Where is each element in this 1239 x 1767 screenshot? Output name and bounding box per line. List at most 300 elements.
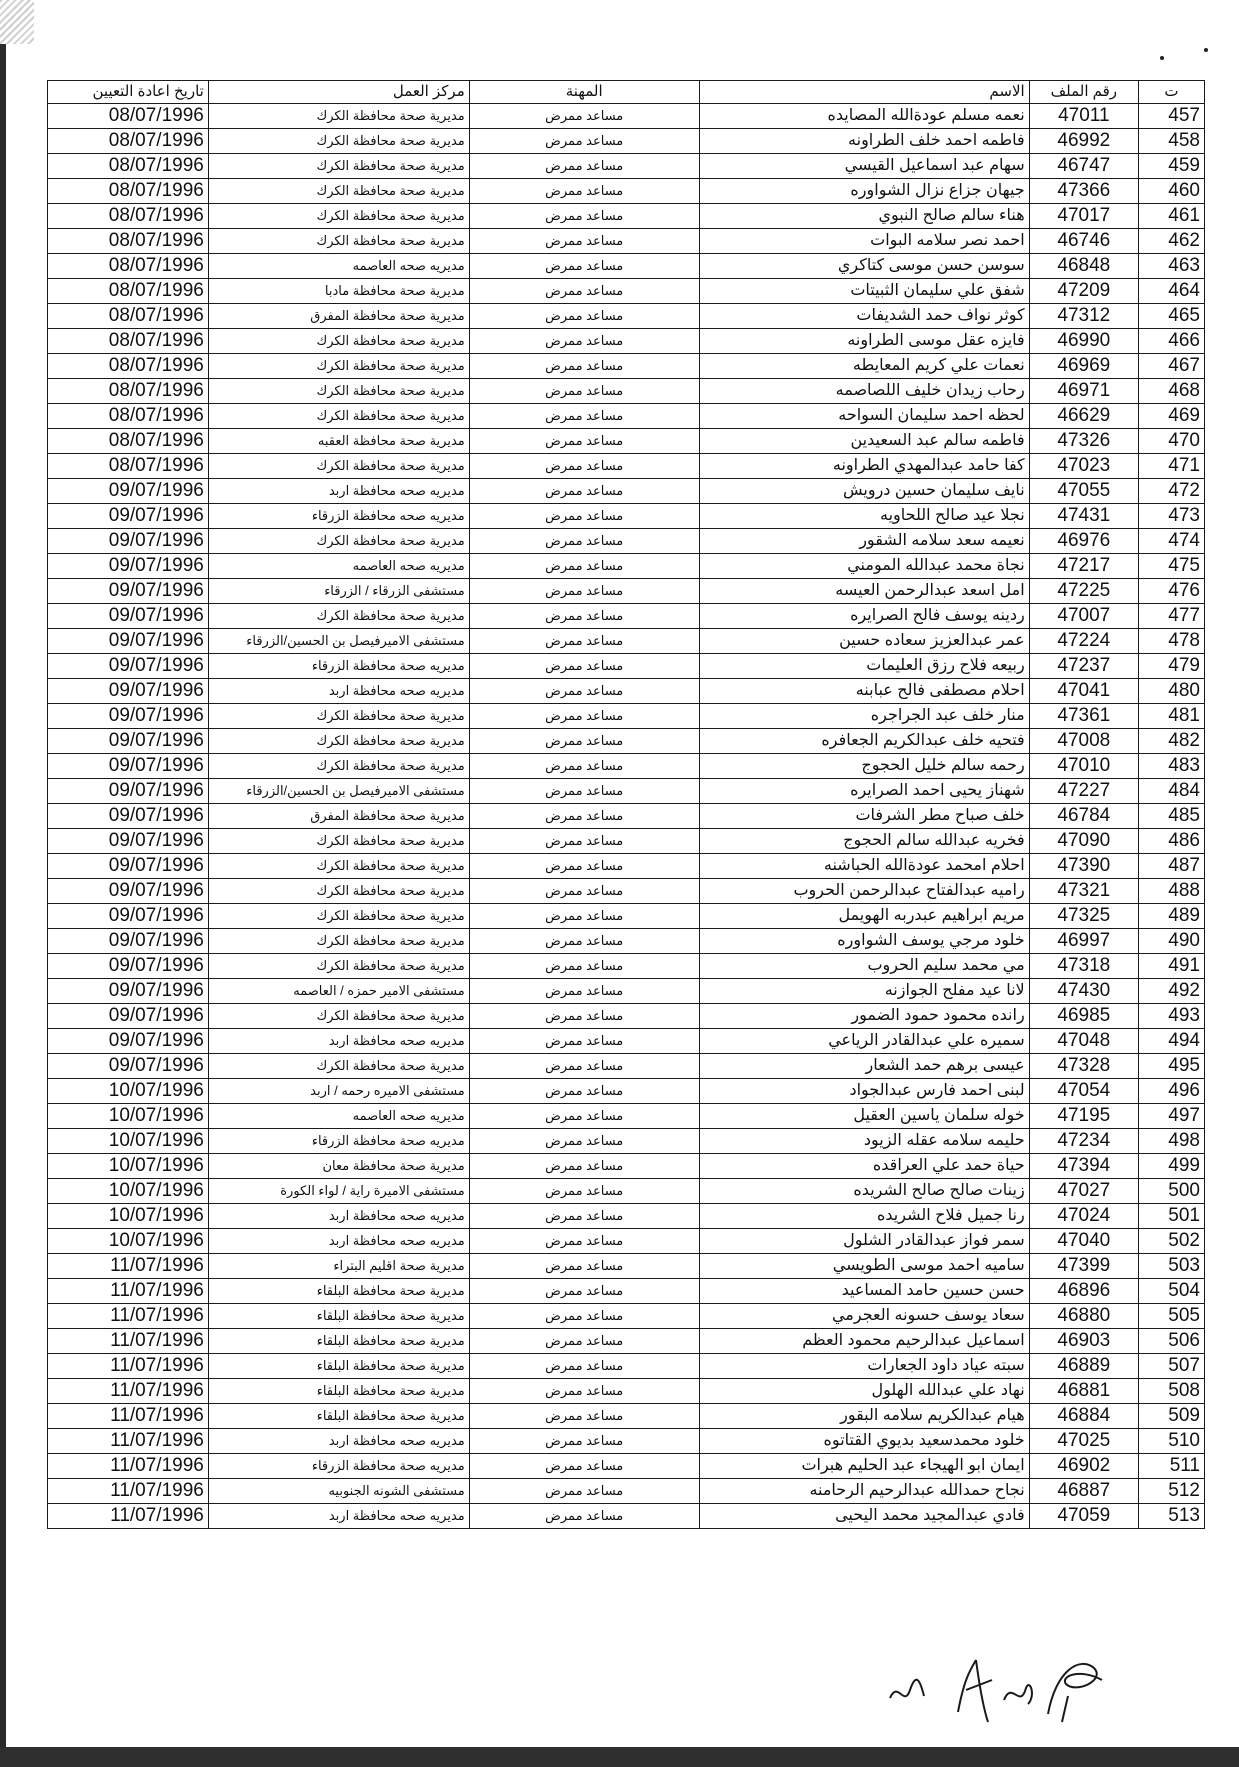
cell-sequence: 505 — [1138, 1304, 1204, 1329]
cell-work-center: مديرية صحة محافظة مادبا — [208, 279, 469, 304]
cell-file-number: 46990 — [1029, 329, 1138, 354]
cell-name: سمر فواز عبدالقادر الشلول — [699, 1229, 1029, 1254]
cell-profession: مساعد ممرض — [469, 1354, 699, 1379]
signature-stroke — [1004, 1685, 1032, 1704]
cell-name: رانده محمود حمود الضمور — [699, 1004, 1029, 1029]
signature-stroke — [890, 1680, 924, 1698]
speck-mark — [1204, 48, 1208, 52]
cell-work-center: مديرية صحة محافظة الكرك — [208, 154, 469, 179]
cell-work-center: مديرية صحة محافظة معان — [208, 1154, 469, 1179]
cell-work-center: مديرية صحة محافظة الكرك — [208, 379, 469, 404]
cell-file-number: 47008 — [1029, 729, 1138, 754]
cell-name: كفا حامد عبدالمهدي الطراونه — [699, 454, 1029, 479]
cell-sequence: 491 — [1138, 954, 1204, 979]
cell-file-number: 46746 — [1029, 229, 1138, 254]
cell-sequence: 481 — [1138, 704, 1204, 729]
cell-work-center: مديريه صحه محافظة الزرقاء — [208, 504, 469, 529]
header-reappointment-date: تاريخ اعادة التعيين — [48, 81, 209, 104]
cell-profession: مساعد ممرض — [469, 204, 699, 229]
cell-reappointment-date: 11/07/1996 — [48, 1454, 209, 1479]
cell-name: هيام عبدالكريم سلامه البقور — [699, 1404, 1029, 1429]
cell-reappointment-date: 08/07/1996 — [48, 404, 209, 429]
cell-sequence: 493 — [1138, 1004, 1204, 1029]
cell-sequence: 498 — [1138, 1129, 1204, 1154]
cell-name: نعيمه سعد سلامه الشقور — [699, 529, 1029, 554]
table-row — [48, 754, 1205, 779]
scan-edge-bottom — [0, 1747, 1239, 1767]
cell-profession: مساعد ممرض — [469, 679, 699, 704]
table-row — [48, 229, 1205, 254]
cell-sequence: 489 — [1138, 904, 1204, 929]
cell-sequence: 483 — [1138, 754, 1204, 779]
cell-sequence: 503 — [1138, 1254, 1204, 1279]
cell-file-number: 47318 — [1029, 954, 1138, 979]
cell-name: رحمه سالم خليل الحجوج — [699, 754, 1029, 779]
cell-profession: مساعد ممرض — [469, 929, 699, 954]
cell-reappointment-date: 09/07/1996 — [48, 529, 209, 554]
cell-profession: مساعد ممرض — [469, 854, 699, 879]
cell-profession: مساعد ممرض — [469, 804, 699, 829]
cell-reappointment-date: 08/07/1996 — [48, 154, 209, 179]
cell-file-number: 47325 — [1029, 904, 1138, 929]
cell-work-center: مديرية صحة محافظة الكرك — [208, 204, 469, 229]
cell-work-center: مديريه صحه محافظة اربد — [208, 1504, 469, 1529]
cell-sequence: 494 — [1138, 1029, 1204, 1054]
cell-sequence: 509 — [1138, 1404, 1204, 1429]
cell-sequence: 472 — [1138, 479, 1204, 504]
cell-profession: مساعد ممرض — [469, 1129, 699, 1154]
cell-reappointment-date: 09/07/1996 — [48, 1054, 209, 1079]
cell-file-number: 46887 — [1029, 1479, 1138, 1504]
cell-reappointment-date: 09/07/1996 — [48, 779, 209, 804]
cell-sequence: 476 — [1138, 579, 1204, 604]
cell-name: خوله سلمان ياسين العقيل — [699, 1104, 1029, 1129]
cell-profession: مساعد ممرض — [469, 879, 699, 904]
table-row — [48, 1479, 1205, 1504]
cell-sequence: 488 — [1138, 879, 1204, 904]
cell-name: زينات صالح صالح الشريده — [699, 1179, 1029, 1204]
table-row — [48, 1354, 1205, 1379]
cell-file-number: 47394 — [1029, 1154, 1138, 1179]
table-row — [48, 829, 1205, 854]
cell-reappointment-date: 09/07/1996 — [48, 929, 209, 954]
cell-work-center: مديرية صحة محافظة الكرك — [208, 329, 469, 354]
table-header-row — [48, 81, 1205, 104]
cell-sequence: 499 — [1138, 1154, 1204, 1179]
table-row — [48, 329, 1205, 354]
table-row — [48, 179, 1205, 204]
cell-profession: مساعد ممرض — [469, 404, 699, 429]
cell-name: رحاب زيدان خليف اللصاصمه — [699, 379, 1029, 404]
table-row — [48, 504, 1205, 529]
scan-edge-left — [0, 0, 6, 1767]
cell-reappointment-date: 10/07/1996 — [48, 1204, 209, 1229]
cell-profession: مساعد ممرض — [469, 179, 699, 204]
cell-profession: مساعد ممرض — [469, 329, 699, 354]
cell-reappointment-date: 10/07/1996 — [48, 1079, 209, 1104]
cell-name: اسماعيل عبدالرحيم محمود العظم — [699, 1329, 1029, 1354]
cell-work-center: مديرية صحة محافظة الكرك — [208, 904, 469, 929]
cell-work-center: مديريه صحه محافظة اربد — [208, 479, 469, 504]
cell-file-number: 47024 — [1029, 1204, 1138, 1229]
cell-reappointment-date: 09/07/1996 — [48, 804, 209, 829]
table-row — [48, 254, 1205, 279]
cell-work-center: مديرية صحة محافظة الكرك — [208, 1054, 469, 1079]
cell-file-number: 47217 — [1029, 554, 1138, 579]
cell-sequence: 497 — [1138, 1104, 1204, 1129]
table-row — [48, 804, 1205, 829]
speck-mark — [1160, 56, 1164, 60]
cell-sequence: 478 — [1138, 629, 1204, 654]
cell-sequence: 461 — [1138, 204, 1204, 229]
cell-reappointment-date: 11/07/1996 — [48, 1479, 209, 1504]
cell-file-number: 46903 — [1029, 1329, 1138, 1354]
cell-file-number: 47227 — [1029, 779, 1138, 804]
cell-sequence: 465 — [1138, 304, 1204, 329]
cell-reappointment-date: 11/07/1996 — [48, 1254, 209, 1279]
cell-reappointment-date: 09/07/1996 — [48, 754, 209, 779]
cell-profession: مساعد ممرض — [469, 104, 699, 129]
cell-reappointment-date: 11/07/1996 — [48, 1304, 209, 1329]
cell-file-number: 46880 — [1029, 1304, 1138, 1329]
cell-sequence: 470 — [1138, 429, 1204, 454]
cell-work-center: مستشفى الشونه الجنوبيه — [208, 1479, 469, 1504]
cell-work-center: مديرية صحة محافظة البلقاء — [208, 1354, 469, 1379]
cell-profession: مساعد ممرض — [469, 1304, 699, 1329]
table-row — [48, 979, 1205, 1004]
cell-file-number: 47390 — [1029, 854, 1138, 879]
cell-sequence: 501 — [1138, 1204, 1204, 1229]
table-row — [48, 154, 1205, 179]
cell-name: سعاد يوسف حسونه العجرمي — [699, 1304, 1029, 1329]
cell-name: جيهان جزاع نزال الشواوره — [699, 179, 1029, 204]
cell-work-center: مديرية صحة محافظة البلقاء — [208, 1379, 469, 1404]
cell-reappointment-date: 08/07/1996 — [48, 129, 209, 154]
cell-profession: مساعد ممرض — [469, 1154, 699, 1179]
cell-sequence: 464 — [1138, 279, 1204, 304]
cell-profession: مساعد ممرض — [469, 654, 699, 679]
cell-file-number: 47027 — [1029, 1179, 1138, 1204]
cell-work-center: مديرية صحة محافظة العقبه — [208, 429, 469, 454]
cell-profession: مساعد ممرض — [469, 1004, 699, 1029]
table-row — [48, 1379, 1205, 1404]
table-row — [48, 454, 1205, 479]
table-row — [48, 1104, 1205, 1129]
cell-reappointment-date: 11/07/1996 — [48, 1379, 209, 1404]
cell-sequence: 460 — [1138, 179, 1204, 204]
cell-name: ساميه احمد موسى الطويسي — [699, 1254, 1029, 1279]
cell-work-center: مديرية صحة محافظة البلقاء — [208, 1329, 469, 1354]
cell-file-number: 46629 — [1029, 404, 1138, 429]
cell-sequence: 457 — [1138, 104, 1204, 129]
cell-profession: مساعد ممرض — [469, 579, 699, 604]
cell-work-center: مديرية صحة محافظة البلقاء — [208, 1404, 469, 1429]
cell-file-number: 47321 — [1029, 879, 1138, 904]
cell-work-center: مديرية صحة محافظة المفرق — [208, 304, 469, 329]
cell-name: فخريه عبدالله سالم الحجوج — [699, 829, 1029, 854]
cell-file-number: 47209 — [1029, 279, 1138, 304]
cell-profession: مساعد ممرض — [469, 1029, 699, 1054]
cell-reappointment-date: 08/07/1996 — [48, 279, 209, 304]
cell-file-number: 47025 — [1029, 1429, 1138, 1454]
cell-profession: مساعد ممرض — [469, 954, 699, 979]
cell-reappointment-date: 09/07/1996 — [48, 654, 209, 679]
cell-work-center: مديرية صحة محافظة الكرك — [208, 454, 469, 479]
cell-work-center: مديرية صحة محافظة المفرق — [208, 804, 469, 829]
cell-name: نعمه مسلم عودةالله المصايده — [699, 104, 1029, 129]
cell-sequence: 496 — [1138, 1079, 1204, 1104]
cell-work-center: مديرية صحة محافظة الكرك — [208, 1004, 469, 1029]
cell-work-center: مديرية صحة محافظة البلقاء — [208, 1304, 469, 1329]
cell-profession: مساعد ممرض — [469, 1504, 699, 1529]
table-row — [48, 404, 1205, 429]
table-row — [48, 379, 1205, 404]
cell-name: احلام امحمد عودةالله الحباشنه — [699, 854, 1029, 879]
cell-profession: مساعد ممرض — [469, 354, 699, 379]
cell-work-center: مستشفى الزرقاء / الزرقاء — [208, 579, 469, 604]
cell-file-number: 46902 — [1029, 1454, 1138, 1479]
cell-reappointment-date: 09/07/1996 — [48, 729, 209, 754]
cell-name: مريم ابراهيم عبدربه الهويمل — [699, 904, 1029, 929]
cell-work-center: مديريه صحة محافظة الزرقاء — [208, 1129, 469, 1154]
cell-profession: مساعد ممرض — [469, 1229, 699, 1254]
header-work-center: مركز العمل — [208, 81, 469, 104]
cell-name: نعمات علي كريم المعايطه — [699, 354, 1029, 379]
cell-reappointment-date: 08/07/1996 — [48, 329, 209, 354]
cell-sequence: 463 — [1138, 254, 1204, 279]
cell-reappointment-date: 08/07/1996 — [48, 304, 209, 329]
cell-name: راميه عبدالفتاح عبدالرحمن الحروب — [699, 879, 1029, 904]
cell-file-number: 46985 — [1029, 1004, 1138, 1029]
cell-file-number: 47224 — [1029, 629, 1138, 654]
cell-file-number: 46848 — [1029, 254, 1138, 279]
cell-reappointment-date: 09/07/1996 — [48, 904, 209, 929]
cell-sequence: 475 — [1138, 554, 1204, 579]
cell-file-number: 47237 — [1029, 654, 1138, 679]
cell-sequence: 486 — [1138, 829, 1204, 854]
table-row — [48, 1204, 1205, 1229]
cell-sequence: 462 — [1138, 229, 1204, 254]
table-row — [48, 929, 1205, 954]
cell-reappointment-date: 08/07/1996 — [48, 379, 209, 404]
cell-name: سهام عبد اسماعيل القيسي — [699, 154, 1029, 179]
cell-name: هناء سالم صالح النبوي — [699, 204, 1029, 229]
cell-profession: مساعد ممرض — [469, 829, 699, 854]
cell-sequence: 471 — [1138, 454, 1204, 479]
cell-file-number: 47023 — [1029, 454, 1138, 479]
cell-sequence: 500 — [1138, 1179, 1204, 1204]
cell-sequence: 510 — [1138, 1429, 1204, 1454]
table-row — [48, 1304, 1205, 1329]
reappointment-roster-table — [47, 80, 1205, 1529]
cell-file-number: 47010 — [1029, 754, 1138, 779]
cell-work-center: مستشفى الامير حمزه / العاصمه — [208, 979, 469, 1004]
cell-reappointment-date: 09/07/1996 — [48, 679, 209, 704]
cell-name: نجلا عيد صالح اللحاويه — [699, 504, 1029, 529]
cell-reappointment-date: 10/07/1996 — [48, 1179, 209, 1204]
cell-sequence: 512 — [1138, 1479, 1204, 1504]
table-row — [48, 279, 1205, 304]
cell-sequence: 495 — [1138, 1054, 1204, 1079]
cell-work-center: مستشفى الاميرفيصل بن الحسين/الزرقاء — [208, 629, 469, 654]
cell-sequence: 507 — [1138, 1354, 1204, 1379]
cell-reappointment-date: 08/07/1996 — [48, 429, 209, 454]
cell-work-center: مديرية صحة محافظة الكرك — [208, 604, 469, 629]
cell-reappointment-date: 08/07/1996 — [48, 229, 209, 254]
cell-work-center: مديرية صحة محافظة الكرك — [208, 879, 469, 904]
cell-name: فادي عبدالمجيد محمد اليحيى — [699, 1504, 1029, 1529]
cell-reappointment-date: 08/07/1996 — [48, 254, 209, 279]
table-row — [48, 654, 1205, 679]
cell-file-number: 46747 — [1029, 154, 1138, 179]
cell-reappointment-date: 09/07/1996 — [48, 704, 209, 729]
table-row — [48, 1004, 1205, 1029]
cell-work-center: مديريه صحه العاصمه — [208, 254, 469, 279]
cell-sequence: 487 — [1138, 854, 1204, 879]
cell-name: ردينه يوسف فالح الصرايره — [699, 604, 1029, 629]
cell-sequence: 511 — [1138, 1454, 1204, 1479]
header-sequence: ت — [1138, 81, 1204, 104]
cell-profession: مساعد ممرض — [469, 429, 699, 454]
table-row — [48, 1329, 1205, 1354]
table-row — [48, 479, 1205, 504]
cell-work-center: مديرية صحة محافظة الكرك — [208, 179, 469, 204]
cell-name: شهناز يحيى احمد الصرايره — [699, 779, 1029, 804]
table-row — [48, 1229, 1205, 1254]
cell-sequence: 504 — [1138, 1279, 1204, 1304]
cell-name: لبنى احمد فارس عبدالجواد — [699, 1079, 1029, 1104]
cell-file-number: 47059 — [1029, 1504, 1138, 1529]
cell-profession: مساعد ممرض — [469, 504, 699, 529]
cell-file-number: 47017 — [1029, 204, 1138, 229]
cell-reappointment-date: 11/07/1996 — [48, 1329, 209, 1354]
table-row — [48, 1079, 1205, 1104]
cell-file-number: 46992 — [1029, 129, 1138, 154]
cell-name: حليمه سلامه عقله الزيود — [699, 1129, 1029, 1154]
header-profession: المهنة — [469, 81, 699, 104]
header-name: الاسم — [699, 81, 1029, 104]
cell-profession: مساعد ممرض — [469, 529, 699, 554]
cell-name: عيسى برهم حمد الشعار — [699, 1054, 1029, 1079]
cell-work-center: مديريه صحه محافظة اربد — [208, 1429, 469, 1454]
cell-file-number: 47048 — [1029, 1029, 1138, 1054]
cell-name: احلام مصطفى فالح عبابنه — [699, 679, 1029, 704]
cell-work-center: مديريه صحة محافظة الزرقاء — [208, 1454, 469, 1479]
cell-file-number: 47328 — [1029, 1054, 1138, 1079]
cell-reappointment-date: 11/07/1996 — [48, 1404, 209, 1429]
table-row — [48, 1029, 1205, 1054]
cell-sequence: 469 — [1138, 404, 1204, 429]
cell-work-center: مديرية صحة محافظة الكرك — [208, 404, 469, 429]
cell-profession: مساعد ممرض — [469, 779, 699, 804]
cell-reappointment-date: 11/07/1996 — [48, 1354, 209, 1379]
signature-stroke — [958, 1660, 992, 1722]
cell-profession: مساعد ممرض — [469, 1404, 699, 1429]
cell-work-center: مستشفى الاميرفيصل بن الحسين/الزرقاء — [208, 779, 469, 804]
cell-work-center: مديرية صحة محافظة الكرك — [208, 854, 469, 879]
cell-name: احمد نصر سلامه البوات — [699, 229, 1029, 254]
table-row — [48, 1504, 1205, 1529]
cell-profession: مساعد ممرض — [469, 254, 699, 279]
cell-name: كوثر نواف حمد الشديفات — [699, 304, 1029, 329]
cell-file-number: 47326 — [1029, 429, 1138, 454]
cell-work-center: مديرية صحة اقليم البتراء — [208, 1254, 469, 1279]
cell-file-number: 46889 — [1029, 1354, 1138, 1379]
table-row — [48, 854, 1205, 879]
cell-name: نجاح حمدالله عبدالرحيم الرحامنه — [699, 1479, 1029, 1504]
table-row — [48, 1129, 1205, 1154]
cell-profession: مساعد ممرض — [469, 629, 699, 654]
cell-reappointment-date: 08/07/1996 — [48, 104, 209, 129]
table-body — [48, 104, 1205, 1529]
table-row — [48, 679, 1205, 704]
cell-profession: مساعد ممرض — [469, 1254, 699, 1279]
cell-profession: مساعد ممرض — [469, 704, 699, 729]
cell-sequence: 485 — [1138, 804, 1204, 829]
table-row — [48, 954, 1205, 979]
cell-file-number: 47007 — [1029, 604, 1138, 629]
cell-reappointment-date: 08/07/1996 — [48, 179, 209, 204]
cell-work-center: مديرية صحة محافظة الكرك — [208, 754, 469, 779]
cell-reappointment-date: 09/07/1996 — [48, 604, 209, 629]
cell-name: حسن حسين حامد المساعيد — [699, 1279, 1029, 1304]
cell-profession: مساعد ممرض — [469, 554, 699, 579]
cell-profession: مساعد ممرض — [469, 129, 699, 154]
cell-name: عمر عبدالعزيز سعاده حسين — [699, 629, 1029, 654]
cell-work-center: مستشفى الاميره رحمه / اربد — [208, 1079, 469, 1104]
cell-name: نهاد علي عبدالله الهلول — [699, 1379, 1029, 1404]
cell-work-center: مديريه صحه محافظة اربد — [208, 1029, 469, 1054]
cell-sequence: 490 — [1138, 929, 1204, 954]
cell-reappointment-date: 11/07/1996 — [48, 1429, 209, 1454]
cell-name: سوسن حسن موسى كتاكري — [699, 254, 1029, 279]
header-file-number: رقم الملف — [1029, 81, 1138, 104]
table-row — [48, 604, 1205, 629]
cell-profession: مساعد ممرض — [469, 1204, 699, 1229]
cell-reappointment-date: 09/07/1996 — [48, 1029, 209, 1054]
table-row — [48, 1279, 1205, 1304]
cell-sequence: 492 — [1138, 979, 1204, 1004]
table-row — [48, 1429, 1205, 1454]
table-row — [48, 429, 1205, 454]
cell-file-number: 46784 — [1029, 804, 1138, 829]
table-row — [48, 1404, 1205, 1429]
cell-file-number: 47361 — [1029, 704, 1138, 729]
cell-profession: مساعد ممرض — [469, 1479, 699, 1504]
table-row — [48, 304, 1205, 329]
cell-profession: مساعد ممرض — [469, 379, 699, 404]
cell-sequence: 466 — [1138, 329, 1204, 354]
cell-sequence: 508 — [1138, 1379, 1204, 1404]
cell-name: سميره علي عبدالقادر الرياعي — [699, 1029, 1029, 1054]
cell-profession: مساعد ممرض — [469, 154, 699, 179]
cell-work-center: مديريه صحه العاصمه — [208, 554, 469, 579]
cell-reappointment-date: 09/07/1996 — [48, 554, 209, 579]
cell-file-number: 47431 — [1029, 504, 1138, 529]
table-row — [48, 529, 1205, 554]
table-row — [48, 104, 1205, 129]
cell-work-center: مديرية صحة محافظة الكرك — [208, 354, 469, 379]
cell-profession: مساعد ممرض — [469, 754, 699, 779]
cell-name: منار خلف عبد الجراجره — [699, 704, 1029, 729]
signature-stroke — [1048, 1664, 1102, 1722]
cell-work-center: مديريه صحه العاصمه — [208, 1104, 469, 1129]
cell-sequence: 474 — [1138, 529, 1204, 554]
cell-name: فتحيه خلف عبدالكريم الجعافره — [699, 729, 1029, 754]
cell-file-number: 47366 — [1029, 179, 1138, 204]
cell-reappointment-date: 11/07/1996 — [48, 1504, 209, 1529]
cell-reappointment-date: 09/07/1996 — [48, 579, 209, 604]
